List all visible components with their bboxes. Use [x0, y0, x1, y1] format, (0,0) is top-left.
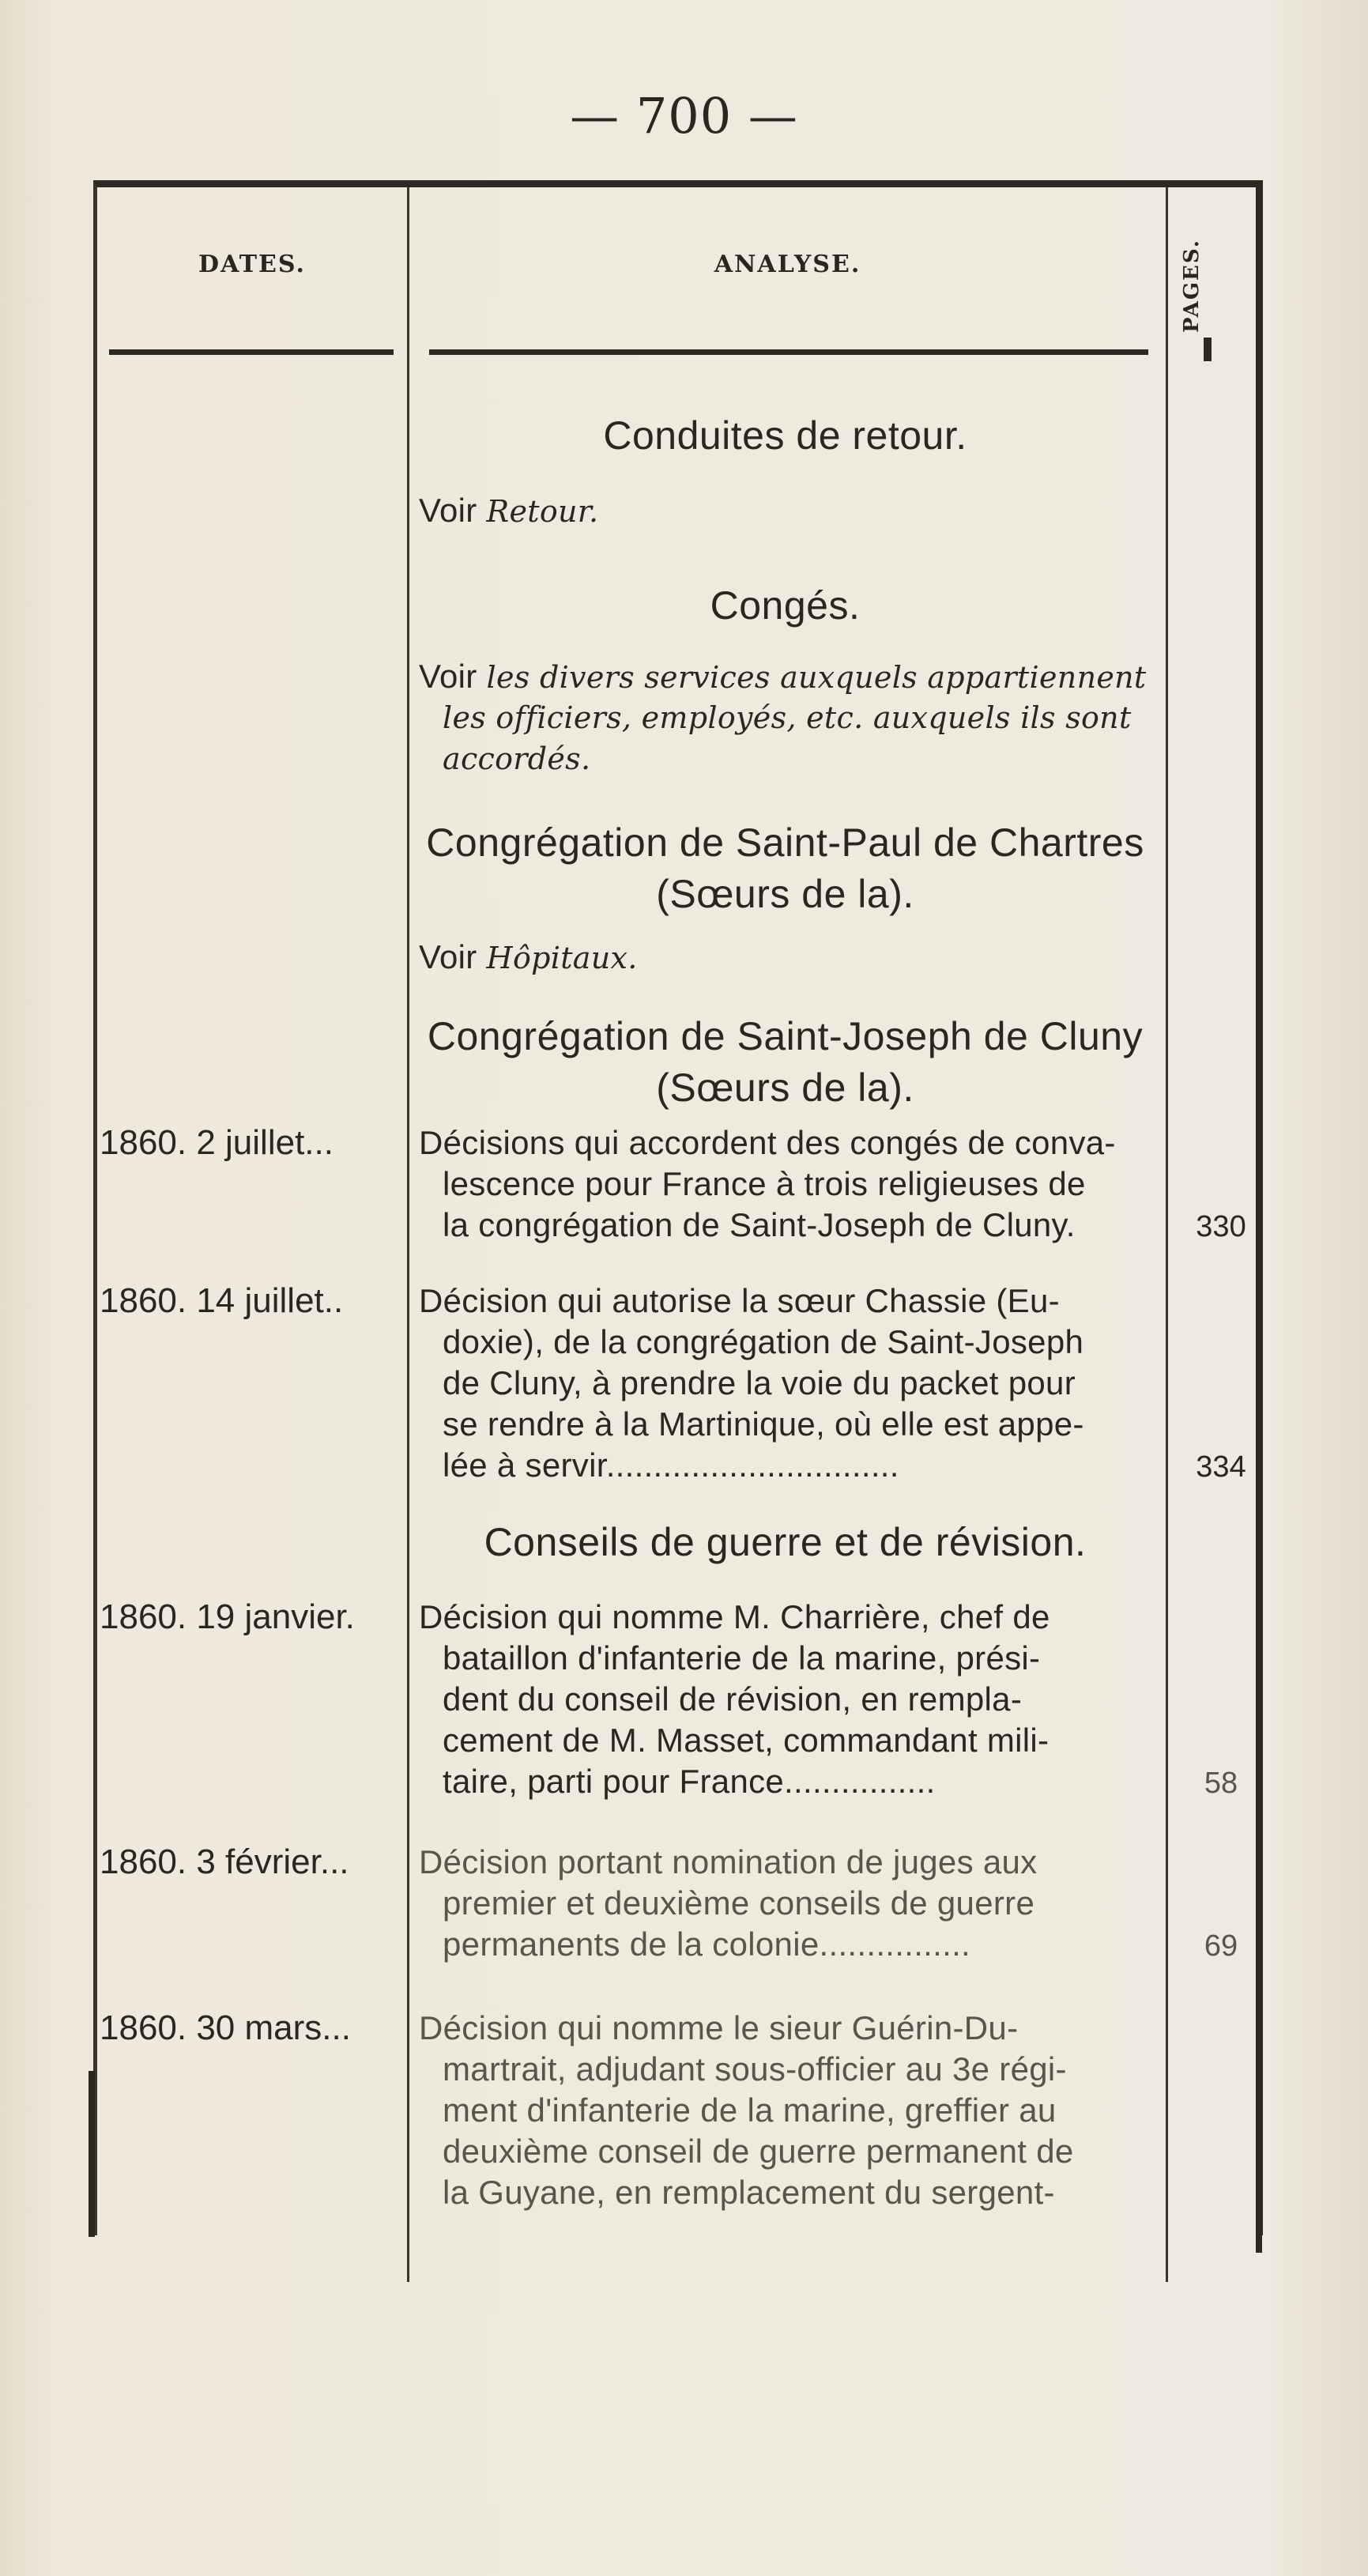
- entry-text-line: permanents de la colonie................: [443, 1925, 971, 1963]
- entry-text-line: de Cluny, à prendre la voie du packet pour: [443, 1364, 1076, 1401]
- section-title-saint-paul-1: Congrégation de Saint-Paul de Chartres: [426, 820, 1144, 865]
- entry-date: 1860. 30 mars...: [100, 2008, 351, 2047]
- entry-text-line: se rendre à la Martinique, où elle est appe-: [443, 1405, 1084, 1443]
- entry-date: 1860. 14 juillet..: [100, 1281, 344, 1320]
- entry-text-line: la Guyane, en remplacement du sergent-: [443, 2174, 1055, 2211]
- entry-text-line: dent du conseil de révision, en rempla-: [443, 1680, 1023, 1718]
- entry-text-line: taire, parti pour France................: [443, 1763, 936, 1800]
- ref-services-1: les divers services auxquels appartiennent: [486, 660, 1147, 695]
- voir-label: Voir: [419, 492, 487, 529]
- entry-text-line: lescence pour France à trois religieuses de: [443, 1165, 1086, 1202]
- see-also-conges-line-1: [419, 656, 1146, 698]
- section-title-conseils: Conseils de guerre et de révision.: [484, 1520, 1087, 1564]
- entry-text-line: martrait, adjudant sous-officier au 3e régi-: [443, 2050, 1067, 2088]
- entry-text-line: lée à servir...............................: [443, 1446, 899, 1484]
- entry-text-line: ment d'infanterie de la marine, greffier au: [443, 2091, 1057, 2129]
- section-title-saint-joseph-2: (Sœurs de la).: [656, 1065, 914, 1110]
- entry-text-line: la congrégation de Saint-Joseph de Cluny.: [443, 1206, 1076, 1243]
- entry-text-line: Décision portant nomination de juges aux: [419, 1843, 1038, 1880]
- binding-edge-left: [89, 2071, 95, 2237]
- entry-page-ref: 69: [1204, 1929, 1238, 1963]
- voir-label: Voir: [419, 658, 487, 695]
- page-number: — 700 —: [570, 87, 798, 145]
- see-also-conges-line-3: accordés.: [443, 741, 591, 776]
- section-title-saint-paul-2: (Sœurs de la).: [656, 872, 914, 916]
- entry-page-ref: 58: [1204, 1767, 1238, 1800]
- entry-text-line: doxie), de la congrégation de Saint-Joseph: [443, 1323, 1084, 1360]
- section-title-saint-joseph-1: Congrégation de Saint-Joseph de Cluny: [427, 1014, 1144, 1058]
- entry-page-ref: 334: [1196, 1450, 1246, 1484]
- entry-text-line: Décisions qui accordent des congés de conva-: [419, 1124, 1116, 1161]
- entry-text-line: deuxième conseil de guerre permanent de: [443, 2133, 1074, 2170]
- voir-label: Voir: [419, 938, 487, 975]
- entry-text-line: Décision qui nomme le sieur Guérin-Du-: [419, 2009, 1019, 2046]
- header-analyse: ANALYSE.: [714, 251, 861, 278]
- binding-edge-right: [1256, 1581, 1262, 2253]
- section-title-conduites: Conduites de retour.: [603, 413, 967, 458]
- section-title-conges: Congés.: [710, 583, 861, 628]
- entry-page-ref: 330: [1196, 1210, 1246, 1243]
- see-also-conduites: [419, 490, 598, 532]
- entry-date: 1860. 19 janvier.: [100, 1597, 355, 1636]
- entry-date: 1860. 2 juillet...: [100, 1123, 334, 1162]
- header-pages: PAGES.: [1180, 239, 1204, 334]
- header-dates: DATES.: [198, 251, 306, 278]
- entry-text-line: cement de M. Masset, commandant mili-: [443, 1722, 1050, 1759]
- entry-text-line: bataillon d'infanterie de la marine, prési-: [443, 1639, 1041, 1676]
- entry-date: 1860. 3 février...: [100, 1842, 349, 1881]
- ref-link-hopitaux: Hôpitaux.: [486, 941, 638, 975]
- see-also-saint-paul: [419, 937, 638, 979]
- entry-text-line: premier et deuxième conseils de guerre: [443, 1884, 1035, 1922]
- see-also-conges-line-2: les officiers, employés, etc. auxquels ils sont: [443, 700, 1132, 735]
- entry-text-line: Décision qui autorise la sœur Chassie (Eu-: [419, 1282, 1060, 1319]
- entry-text-line: Décision qui nomme M. Charrière, chef de: [419, 1598, 1050, 1635]
- ref-link-retour: Retour.: [486, 494, 599, 529]
